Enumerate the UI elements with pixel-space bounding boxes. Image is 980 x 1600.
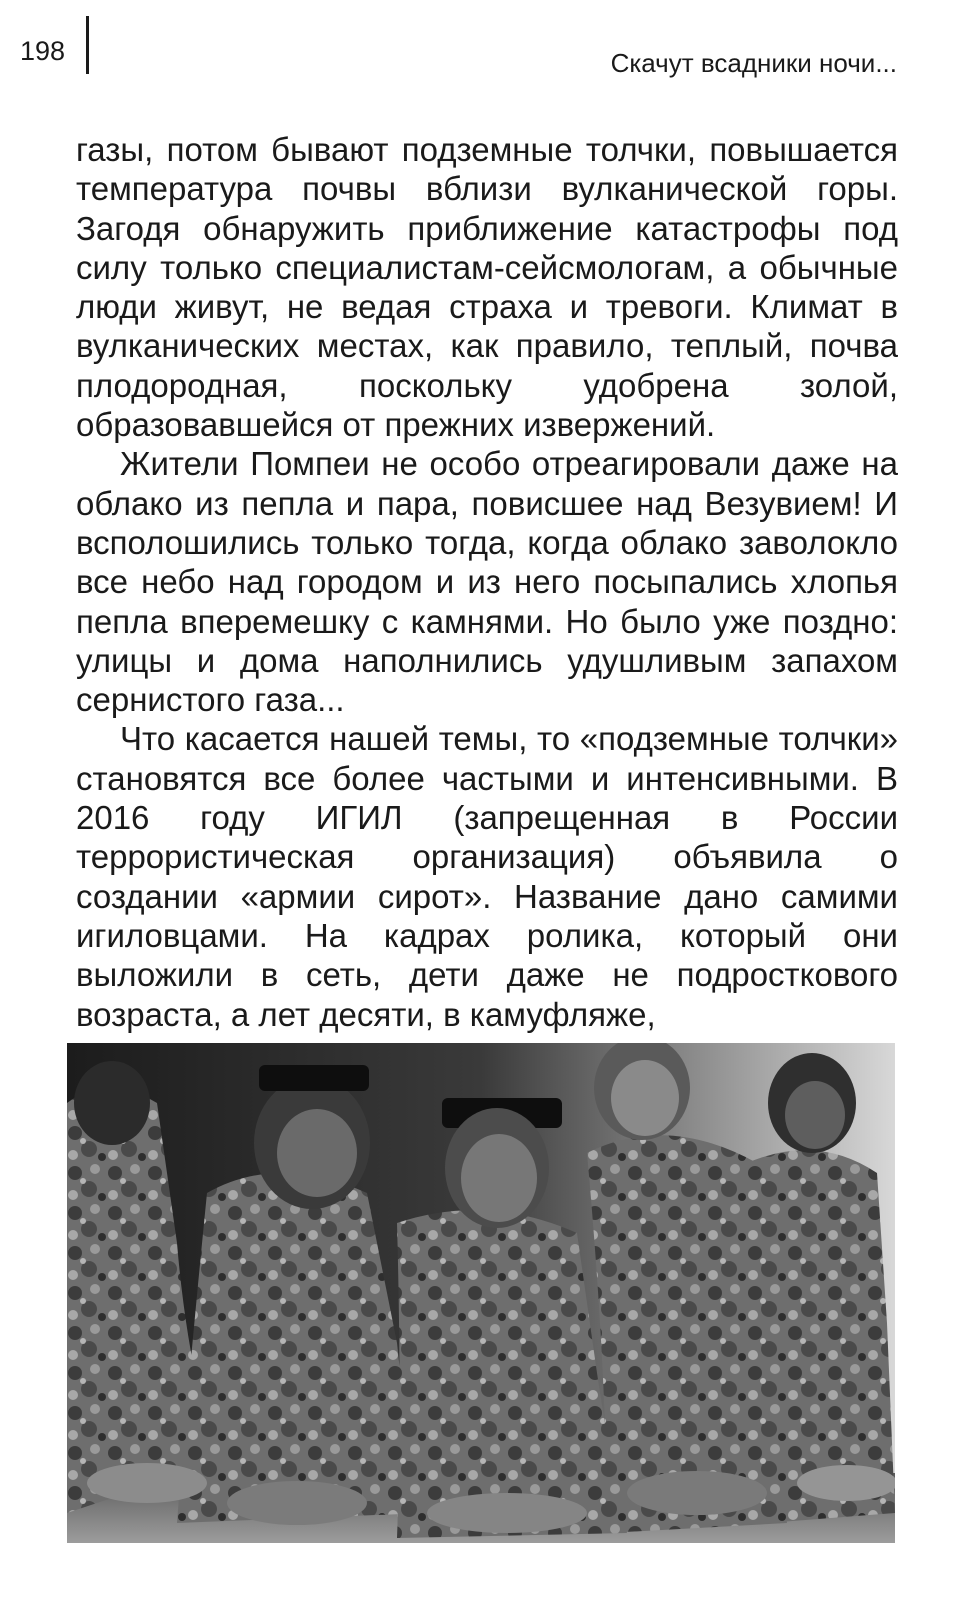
page-number: 198 [20,36,66,66]
paragraph-1: газы, потом бывают подземные толчки, повышается температура почвы вблизи вулканической горы. Загодя обнаружить приближение катастрофы под силу только специалистам-сейсмологам, а обычные люди живут, не ведая страха и тревоги. Климат в вулканических местах, как правило, теплый, почва плодородная, поскольку удобрена золой, образовавшейся от прежних извержений. [76,131,898,444]
body-text [76,130,898,1034]
photo-image [67,1043,895,1543]
running-title: Скачут всадники ночи... [610,48,897,78]
photo-illustration [67,1043,895,1543]
header-divider [86,16,89,74]
paragraph-3: Что касается нашей темы, то «подземные толчки» становятся все более частыми и интенсивными. В 2016 году ИГИЛ (запрещенная в России террористическая организация) объявила о создании «армии сирот». Название дано самими игиловцами. На кадрах ролика, который они выложили в сеть, дети даже не подросткового возраста, а лет десяти, в камуфляже, [76,720,898,1033]
paragraph-2: Жители Помпеи не особо отреагировали даже на облако из пепла и пара, повисшее над Везувием! И всполошились только тогда, когда облако заволокло все небо над городом и из него посыпались хлопья пепла вперемешку с камнями. Но было уже поздно: улицы и дома наполнились удушливым запахом сернистого газа... [76,445,898,719]
